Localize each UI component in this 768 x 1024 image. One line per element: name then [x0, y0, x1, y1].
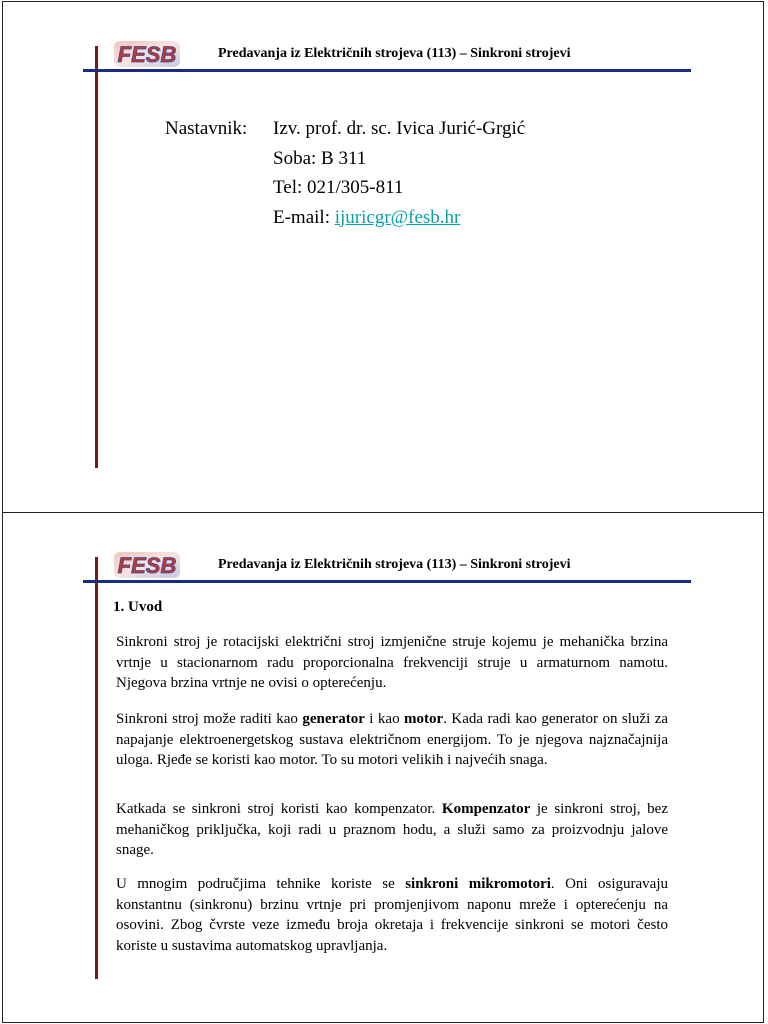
teacher-name: Izv. prof. dr. sc. Ivica Jurić-Grgić: [273, 118, 526, 139]
fesb-logo: [113, 550, 181, 580]
bold-term-motor: motor: [404, 711, 444, 727]
text-span: i kao: [364, 711, 405, 727]
bold-term-kompenzator: Kompenzator: [441, 801, 531, 817]
svg-text:FESB: FESB: [117, 553, 177, 578]
slide-contact: [2, 1, 764, 513]
section-title: 1. Uvod: [113, 599, 163, 615]
bold-term-generator: generator: [302, 711, 365, 727]
email-link[interactable]: ijuricgr@fesb.hr: [334, 206, 461, 228]
slide-intro: [2, 512, 764, 1023]
room-text: Soba: B 311: [273, 147, 367, 169]
svg-text:FESB: FESB: [117, 42, 177, 67]
text-span: . Kada radi kao generator on služi za napajanje elektroenergetskog sustava električnom energijom. To je njegova najznačajnija uloga. Rjeđe se koristi kao motor. To su motori velikih i najvećih snaga.: [116, 711, 669, 769]
paragraph-4: [116, 874, 668, 956]
text-span: U mnogim područjima tehnike koriste se: [116, 876, 406, 892]
accent-bar: [95, 557, 98, 979]
text-span: je sinkroni stroj, bez mehaničkog priključka, koji radi u praznom hodu, a služi samo za proizvodnju jalove snage.: [116, 801, 668, 859]
bold-term-mikromotori: sinkroni mikromotori: [405, 876, 551, 892]
paragraph-2: [116, 709, 668, 771]
header-title: Predavanja iz Električnih strojeva (113) – Sinkroni strojevi: [218, 557, 571, 572]
email-row: [273, 203, 460, 233]
paragraph-1: Sinkroni stroj je rotacijski električni stroj izmjenične struje kojemu je mehanička brzina vrtnje u stacionarnom radu proporcionalna frekvenciji struje u armaturnom namotu. Njegova brzina vrtnje ne ovisi o opterećenju.: [116, 634, 668, 692]
header-rule: [83, 69, 691, 72]
header-title: Predavanja iz Električnih strojeva (113) – Sinkroni strojevi: [218, 46, 571, 61]
email-label: E-mail:: [273, 206, 335, 228]
accent-bar: [95, 46, 98, 468]
phone-text: Tel: 021/305-811: [273, 177, 404, 198]
text-span: Sinkroni stroj može raditi kao: [116, 711, 303, 727]
text-span: Katkada se sinkroni stroj koristi kao kompenzator.: [116, 801, 442, 817]
fesb-logo: [113, 39, 181, 69]
text-span: . Oni osiguravaju konstantnu (sinkronu) brzinu vrtnje pri promjenjivom naponu mreže i opterećenju na osovini. Zbog čvrste veze između broja okretaja i frekvencije sinkroni se motori često koriste u sustavima automatskog upravljanja.: [116, 876, 669, 954]
paragraph-3: [116, 799, 668, 861]
teacher-label: Nastavnik:: [165, 118, 248, 139]
header-rule: [83, 580, 691, 583]
